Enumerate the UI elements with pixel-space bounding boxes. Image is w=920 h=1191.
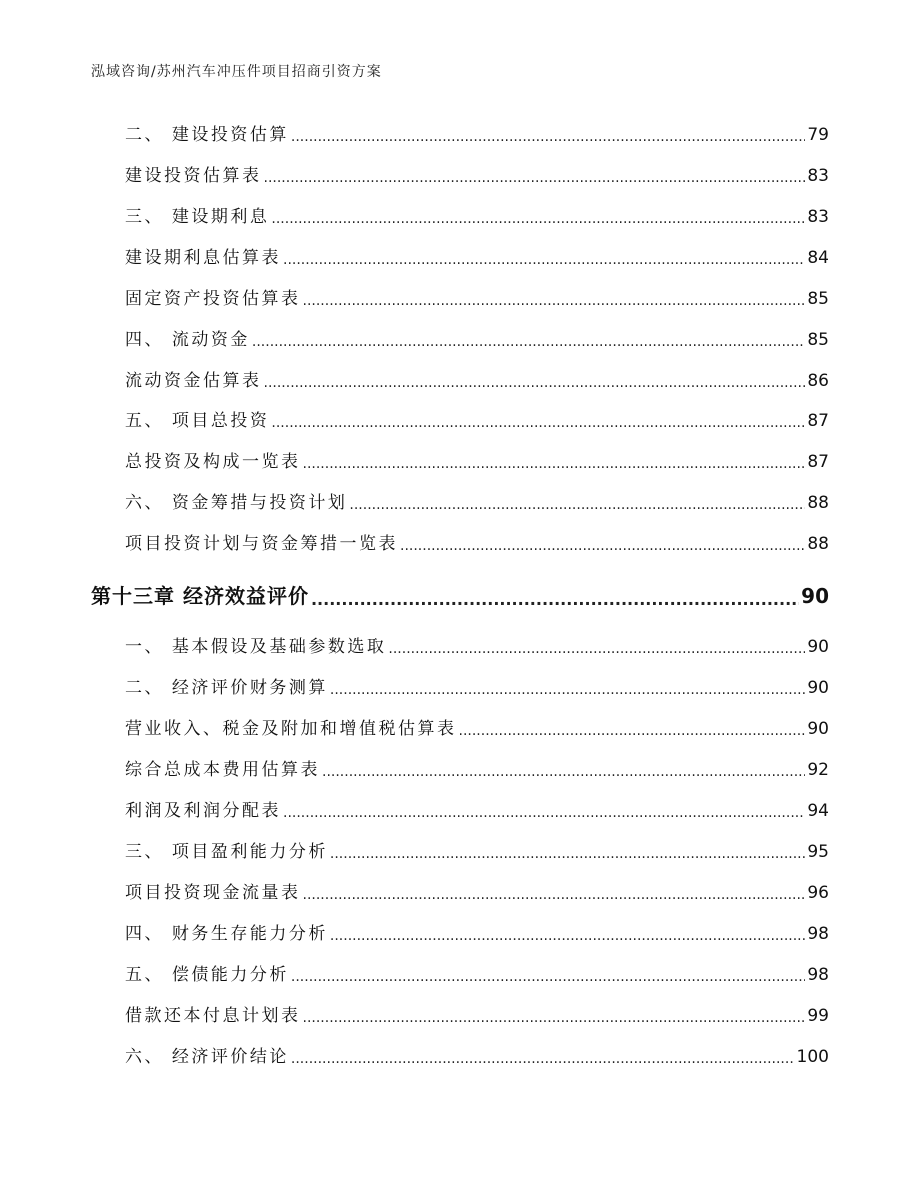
toc-entry[interactable]	[0, 451, 920, 481]
toc-entry[interactable]	[0, 288, 920, 318]
toc-entry-title: 利润及利润分配表	[125, 801, 281, 821]
toc-entry-page: 96	[807, 883, 829, 903]
toc-entry[interactable]	[0, 923, 920, 953]
toc-entry-page: 99	[807, 1006, 829, 1026]
toc-entry[interactable]	[0, 759, 920, 789]
dot-leader	[303, 292, 806, 310]
toc-entry-title: 项目投资现金流量表	[125, 883, 301, 903]
dot-leader	[388, 640, 805, 658]
dot-leader	[271, 210, 805, 228]
toc-entry-title: 六、 经济评价结论	[125, 1047, 289, 1067]
toc-entry-page: 100	[796, 1047, 829, 1067]
toc-entry-page: 90	[807, 719, 829, 739]
toc-entry-page: 98	[807, 965, 829, 985]
toc-entry[interactable]	[0, 1005, 920, 1035]
dot-leader	[291, 968, 805, 986]
dot-leader	[264, 169, 806, 187]
toc-entry[interactable]	[0, 329, 920, 359]
dot-leader	[303, 886, 806, 904]
dot-leader	[283, 804, 805, 822]
toc-entry[interactable]	[0, 533, 920, 563]
toc-chapter-page: 90	[801, 584, 829, 608]
toc-entry[interactable]	[0, 165, 920, 195]
dot-leader	[283, 251, 805, 269]
toc-entry[interactable]	[0, 1046, 920, 1076]
toc-entry-title: 二、 建设投资估算	[125, 125, 289, 145]
toc-chapter-entry[interactable]	[0, 583, 920, 613]
toc-entry-page: 90	[807, 637, 829, 657]
dot-leader	[349, 496, 805, 514]
dot-leader	[303, 1009, 806, 1027]
toc-entry-page: 95	[807, 842, 829, 862]
toc-entry-page: 98	[807, 924, 829, 944]
toc-entry[interactable]	[0, 492, 920, 522]
toc-entry-page: 92	[807, 760, 829, 780]
dot-leader	[459, 722, 806, 740]
toc-chapter-title: 第十三章 经济效益评价	[91, 584, 309, 608]
toc-entry-title: 固定资产投资估算表	[125, 289, 301, 309]
toc-entry-title: 流动资金估算表	[125, 371, 262, 391]
toc-entry[interactable]	[0, 636, 920, 666]
toc-entry-title: 四、 财务生存能力分析	[125, 924, 328, 944]
dot-leader	[330, 681, 805, 699]
toc-entry[interactable]	[0, 718, 920, 748]
dot-leader	[291, 128, 805, 146]
toc-entry-page: 83	[807, 207, 829, 227]
toc-entry-page: 86	[807, 371, 829, 391]
dot-leader	[291, 1050, 795, 1068]
toc-entry-title: 二、 经济评价财务测算	[125, 678, 328, 698]
dot-leader	[303, 455, 806, 473]
dot-leader	[271, 414, 805, 432]
toc-entry-title: 借款还本付息计划表	[125, 1006, 301, 1026]
toc-entry-page: 94	[807, 801, 829, 821]
dot-leader	[311, 591, 799, 609]
toc-entry[interactable]	[0, 677, 920, 707]
toc-entry-page: 88	[807, 493, 829, 513]
toc-entry-title: 综合总成本费用估算表	[125, 760, 320, 780]
toc-entry-title: 营业收入、税金及附加和增值税估算表	[125, 719, 457, 739]
toc-entry-page: 85	[807, 289, 829, 309]
dot-leader	[252, 333, 805, 351]
dot-leader	[264, 374, 806, 392]
toc-entry-title: 建设期利息估算表	[125, 248, 281, 268]
toc-entry[interactable]	[0, 370, 920, 400]
toc-entry[interactable]	[0, 247, 920, 277]
toc-entry-title: 一、 基本假设及基础参数选取	[125, 637, 387, 657]
toc-entry-title: 五、 项目总投资	[125, 411, 270, 431]
dot-leader	[400, 537, 805, 555]
toc-entry-title: 建设投资估算表	[125, 166, 262, 186]
toc-entry[interactable]	[0, 206, 920, 236]
toc-entry[interactable]	[0, 882, 920, 912]
toc-entry-title: 项目投资计划与资金筹措一览表	[125, 534, 398, 554]
toc-entry[interactable]	[0, 841, 920, 871]
toc-entry-page: 87	[807, 411, 829, 431]
toc-entry-title: 总投资及构成一览表	[125, 452, 301, 472]
dot-leader	[330, 845, 805, 863]
toc-entry-page: 85	[807, 330, 829, 350]
running-header: 泓域咨询/苏州汽车冲压件项目招商引资方案	[91, 64, 382, 80]
toc-entry-title: 三、 项目盈利能力分析	[125, 842, 328, 862]
toc-entry-page: 84	[807, 248, 829, 268]
toc-entry[interactable]	[0, 800, 920, 830]
toc-entry-title: 三、 建设期利息	[125, 207, 270, 227]
toc-entry-page: 83	[807, 166, 829, 186]
toc-entry-title: 六、 资金筹措与投资计划	[125, 493, 348, 513]
dot-leader	[330, 927, 805, 945]
toc-entry-title: 四、 流动资金	[125, 330, 250, 350]
toc-entry-page: 88	[807, 534, 829, 554]
dot-leader	[322, 763, 805, 781]
toc-entry-page: 90	[807, 678, 829, 698]
toc-entry-page: 79	[807, 125, 829, 145]
toc-entry[interactable]	[0, 410, 920, 440]
toc-entry-title: 五、 偿债能力分析	[125, 965, 289, 985]
toc-entry-page: 87	[807, 452, 829, 472]
toc-entry[interactable]	[0, 964, 920, 994]
toc-entry[interactable]	[0, 124, 920, 154]
